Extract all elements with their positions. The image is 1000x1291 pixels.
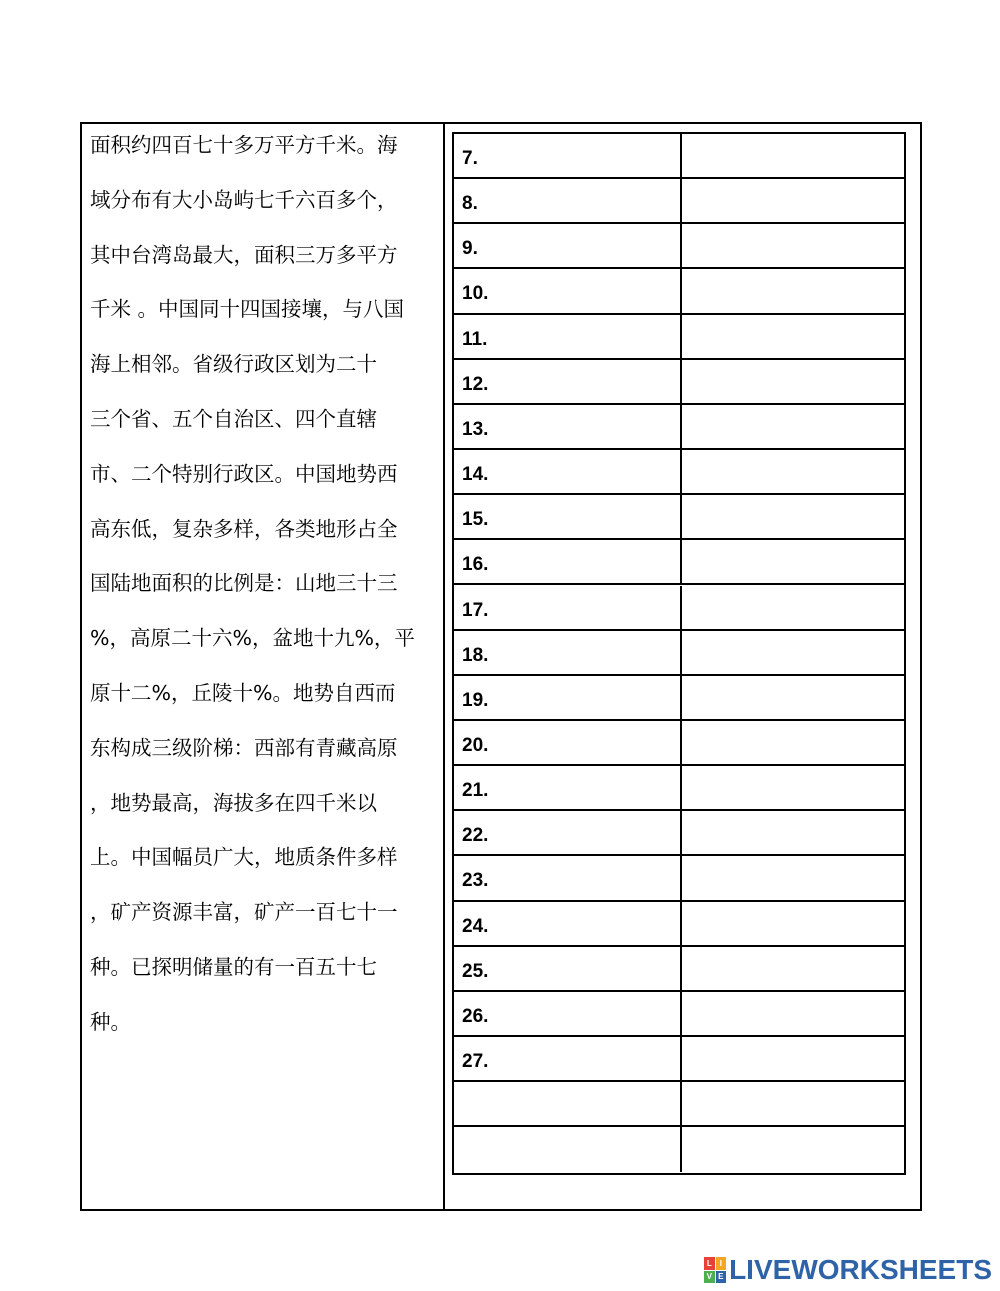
answer-row: [454, 224, 904, 269]
answer-row: [454, 179, 904, 224]
question-number: 21.: [454, 766, 682, 809]
question-number: 24.: [454, 902, 682, 945]
question-number: 27.: [454, 1037, 682, 1080]
answer-row: [454, 947, 904, 992]
answer-field[interactable]: [682, 540, 904, 583]
answer-row: [454, 856, 904, 901]
passage-text: [90, 118, 440, 1050]
answer-field[interactable]: [682, 179, 904, 222]
answer-field[interactable]: [682, 992, 904, 1035]
passage-line: 高东低，复杂多样，各类地形占全: [90, 516, 398, 541]
passage-line: 其中台湾岛最大，面积三万多平方: [90, 242, 398, 267]
answer-field[interactable]: [682, 947, 904, 990]
question-number: 17.: [454, 586, 682, 629]
passage-line: ，矿产资源丰富，矿产一百七十一: [90, 900, 398, 925]
passage-line: 东构成三级阶梯：西部有青藏高原: [90, 735, 398, 760]
answer-field[interactable]: [682, 1127, 904, 1172]
answer-row: [454, 540, 904, 585]
answer-field[interactable]: [682, 766, 904, 809]
answer-field[interactable]: [682, 856, 904, 899]
answer-field[interactable]: [682, 676, 904, 719]
question-number: 14.: [454, 450, 682, 493]
answer-field[interactable]: [682, 224, 904, 267]
passage-line: ，地势最高，海拔多在四千米以: [90, 790, 377, 815]
answer-field[interactable]: [682, 134, 904, 177]
question-number: 7.: [454, 134, 682, 177]
answer-row: [454, 450, 904, 495]
answer-row: [454, 992, 904, 1037]
answer-grid: [452, 132, 906, 1175]
answer-row: [454, 676, 904, 721]
answer-field[interactable]: [682, 450, 904, 493]
passage-line: 上。中国幅员广大，地质条件多样: [90, 845, 398, 870]
answer-field[interactable]: [682, 269, 904, 312]
passage-line: 原十二%，丘陵十%。地势自西而: [90, 680, 396, 705]
answer-row: [454, 631, 904, 676]
question-number: 26.: [454, 992, 682, 1035]
answer-row: [454, 902, 904, 947]
answer-row: [454, 586, 904, 631]
answer-row: [454, 1037, 904, 1082]
answer-field[interactable]: [682, 631, 904, 674]
passage-line: 国陆地面积的比例是：山地三十三: [90, 571, 398, 596]
answer-row: [454, 766, 904, 811]
question-number: 11.: [454, 315, 682, 358]
question-number: 13.: [454, 405, 682, 448]
answer-field[interactable]: [682, 811, 904, 854]
passage-line: 海上相邻。省级行政区划为二十: [90, 352, 377, 377]
passage-line: 面积约四百七十多万平方千米。海: [90, 133, 398, 157]
passage-line: 市、二个特别行政区。中国地势西: [90, 461, 398, 486]
answer-field[interactable]: [682, 360, 904, 403]
question-number: 9.: [454, 224, 682, 267]
question-number: 8.: [454, 179, 682, 222]
answer-field[interactable]: [682, 586, 904, 629]
answer-row: [454, 811, 904, 856]
question-number: 20.: [454, 721, 682, 764]
logo-letter: I: [716, 1257, 727, 1270]
question-number: 23.: [454, 856, 682, 899]
answer-field[interactable]: [682, 315, 904, 358]
logo-letter: V: [704, 1271, 715, 1284]
question-number: 15.: [454, 495, 682, 538]
brand-name: LIVEWORKSHEETS: [729, 1254, 992, 1285]
answer-field[interactable]: [682, 405, 904, 448]
answer-row: [454, 360, 904, 405]
answer-row: [454, 1127, 904, 1172]
question-number: [454, 1127, 682, 1172]
question-number: 22.: [454, 811, 682, 854]
logo-letter: L: [704, 1257, 715, 1270]
question-number: 10.: [454, 269, 682, 312]
liveworksheets-icon: [704, 1257, 726, 1283]
answer-row: [454, 721, 904, 766]
answer-field[interactable]: [682, 495, 904, 538]
question-number: [454, 1082, 682, 1125]
passage-line: 种。: [90, 1009, 131, 1034]
answer-row: [454, 1082, 904, 1127]
passage-line: 千米 。中国同十四国接壤，与八国: [90, 297, 405, 322]
answer-row: [454, 134, 904, 179]
answer-row: [454, 495, 904, 540]
answer-field[interactable]: [682, 1082, 904, 1125]
question-number: 12.: [454, 360, 682, 403]
answer-row: [454, 269, 904, 314]
passage-line: 域分布有大小岛屿七千六百多个，: [90, 187, 398, 212]
logo-letter: E: [716, 1271, 727, 1284]
question-number: 25.: [454, 947, 682, 990]
liveworksheets-logo: [704, 1254, 992, 1286]
answer-row: [454, 315, 904, 360]
answer-field[interactable]: [682, 1037, 904, 1080]
answer-field[interactable]: [682, 902, 904, 945]
passage-line: %，高原二十六%，盆地十九%，平: [90, 626, 415, 651]
answer-field[interactable]: [682, 721, 904, 764]
passage-line: 种。已探明储量的有一百五十七: [90, 954, 377, 979]
question-number: 19.: [454, 676, 682, 719]
passage-line: 三个省、五个自治区、四个直辖: [90, 406, 377, 431]
question-number: 16.: [454, 540, 682, 583]
answer-row: [454, 405, 904, 450]
column-divider: [443, 122, 445, 1211]
question-number: 18.: [454, 631, 682, 674]
